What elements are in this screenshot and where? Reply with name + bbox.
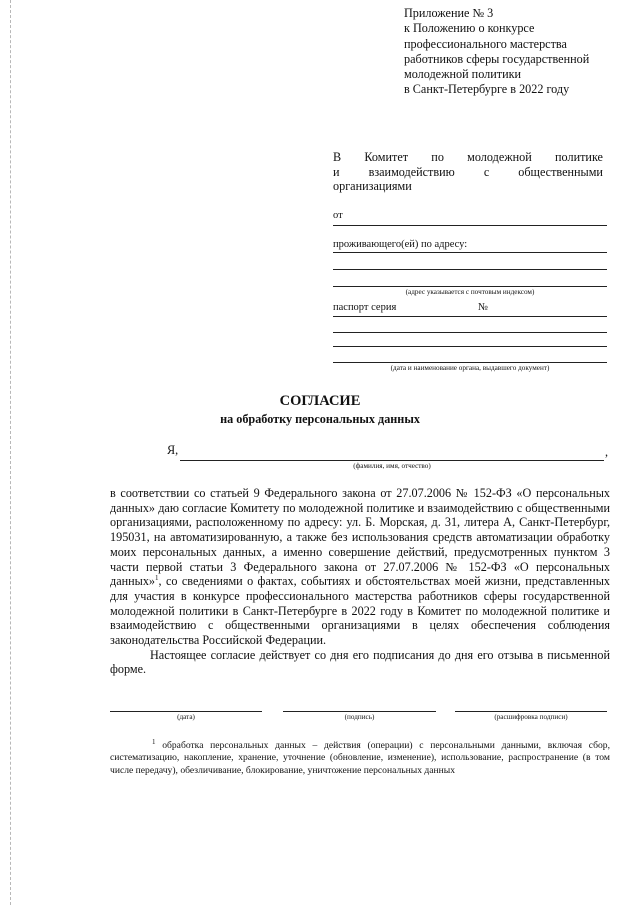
address-line[interactable] xyxy=(333,252,607,253)
addressee-block xyxy=(333,150,603,194)
date-line[interactable] xyxy=(110,711,262,712)
address-label: проживающего(ей) по адресу: xyxy=(333,239,468,250)
addressee-word: общественными xyxy=(518,164,603,179)
document-subtitle: на обработку персональных данных xyxy=(220,412,420,426)
passport-line[interactable] xyxy=(333,332,607,333)
from-line[interactable] xyxy=(333,225,607,226)
annex-line: к Положению о конкурсе xyxy=(404,21,535,36)
addressee-word: по xyxy=(431,150,444,164)
consent-paragraph-text: в соответствии со статьей 9 Федерального закона от 27.07.2006 № 152-ФЗ «О персональных данных» даю согласие Комитету по молодежной политике и взаимодействию с общественными организациями, расположенному по адресу: ул. Б. Морская, д. 31, литера А, Санкт-Петербург, 195031, на автоматизированную, а также без использования средств автоматизации обработку моих персональных данных, а именно совершение действий, предусмотренных пунктом 3 части первой статьи 3 Федерального закона от 27.07.2006 № 152-ФЗ «О персональных данных» xyxy=(110,486,610,589)
declarant-name-line[interactable] xyxy=(180,460,604,461)
footnote-reference: 1 xyxy=(155,574,159,583)
annex-line: в Санкт-Петербурге в 2022 году xyxy=(404,82,570,97)
footnote-text xyxy=(110,737,610,777)
decoding-caption: (расшифровка подписи) xyxy=(494,713,568,721)
scan-edge-artifact xyxy=(10,0,12,905)
declarant-caption: (фамилия, имя, отчество) xyxy=(353,462,431,470)
annex-header xyxy=(404,6,589,98)
decoding-line[interactable] xyxy=(455,711,607,712)
addressee-line: организациями xyxy=(333,179,412,193)
consent-paragraph xyxy=(110,486,610,648)
address-caption: (адрес указывается с почтовым индексом) xyxy=(405,288,535,296)
addressee-line xyxy=(333,165,603,180)
annex-line: профессионального мастерства xyxy=(404,36,567,51)
addressee-word: Комитет xyxy=(364,150,409,164)
addressee-line xyxy=(333,150,603,165)
consent-paragraph-text: , со сведениями о фактах, событиях и обстоятельствах моей жизни, представленных для участия в конкурсе профессионального мастерства работников сферы государственной молодежной политики в Санкт-Петербурге в 2022 году в Комитет по молодежной политике и взаимодействию с общественными организациями в целях обеспечения соблюдения законодательства Российской Федерации. xyxy=(110,574,610,648)
footnote xyxy=(110,737,610,777)
signature-caption: (подпись) xyxy=(344,713,375,721)
date-caption: (дата) xyxy=(177,713,195,721)
declarant-suffix: , xyxy=(605,445,609,459)
passport-line[interactable] xyxy=(333,316,607,317)
addressee-word: с xyxy=(483,164,490,179)
annex-line: молодежной политики xyxy=(404,67,522,82)
passport-number-label: № xyxy=(478,302,489,313)
declarant-prefix: Я, xyxy=(167,443,179,457)
addressee-word: молодежной xyxy=(467,150,532,164)
addressee-word: и xyxy=(333,164,340,179)
annex-line: работников сферы государственной xyxy=(404,51,590,66)
document-title: СОГЛАСИЕ xyxy=(279,393,361,409)
footnote-body: обработка персональных данных – действия (операции) с персональными данными, включая сбор, систематизацию, накопление, хранение, уточнение (обновление, изменение), использование, распространение (в том числе передачу), обезличивание, блокирование, уничтожение персональных данных xyxy=(110,740,610,776)
passport-caption: (дата и наименование органа, выдавшего документ) xyxy=(390,364,550,372)
from-label: от xyxy=(333,210,343,221)
validity-paragraph: Настоящее согласие действует со дня его подписания до дня его отзыва в письменной форме. xyxy=(110,647,610,677)
passport-line[interactable] xyxy=(333,346,607,347)
passport-line[interactable] xyxy=(333,362,607,363)
address-line[interactable] xyxy=(333,269,607,270)
passport-series-label: паспорт серия xyxy=(333,302,397,313)
annex-line: Приложение № 3 xyxy=(404,6,494,20)
addressee-word: взаимодействию xyxy=(368,164,455,179)
addressee-word: политике xyxy=(555,150,603,164)
signature-line[interactable] xyxy=(283,711,436,712)
consent-body xyxy=(110,486,610,677)
addressee-word: В xyxy=(333,150,342,164)
footnote-mark: 1 xyxy=(152,737,156,746)
address-line[interactable] xyxy=(333,286,607,287)
